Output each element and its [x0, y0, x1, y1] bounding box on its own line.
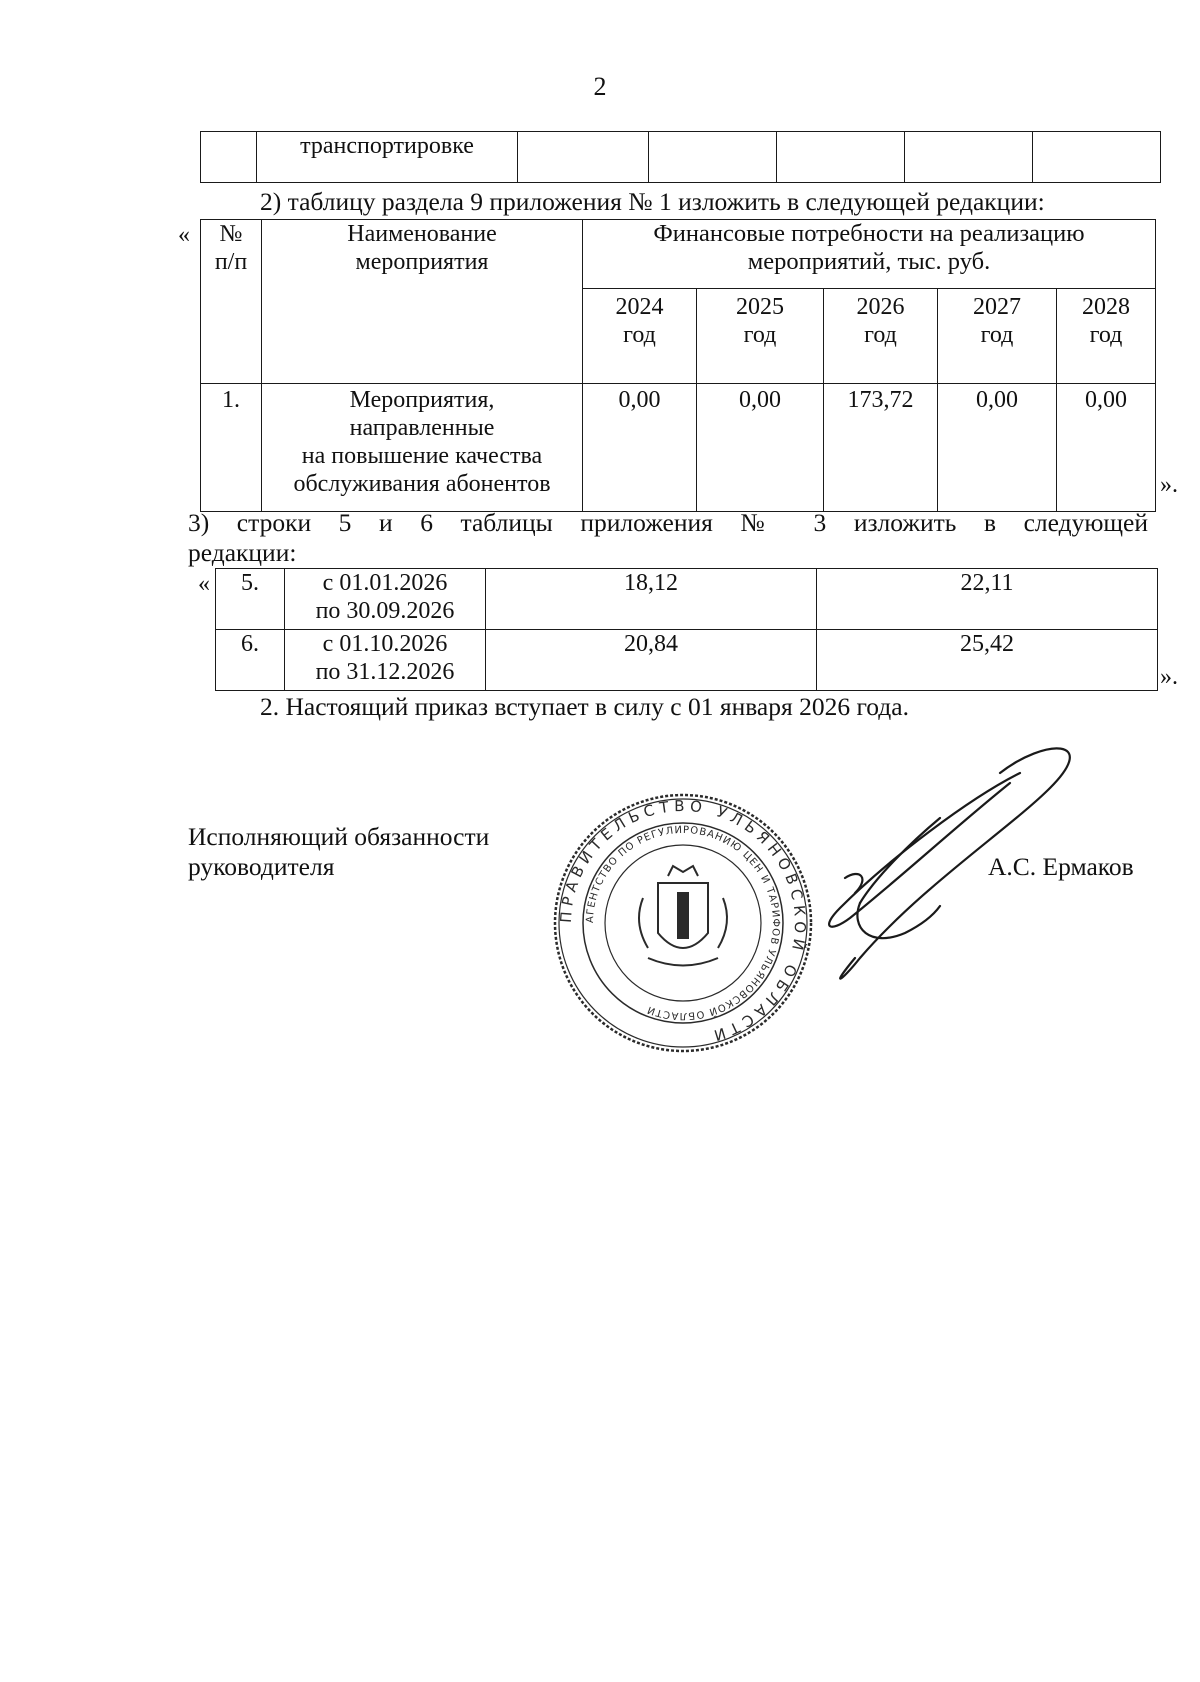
rows-table	[215, 568, 1158, 691]
value-cell: 22,11	[817, 569, 1158, 630]
year-word: год	[743, 322, 777, 348]
value-cell: 0,00	[1057, 384, 1156, 512]
header-number-cell	[201, 220, 262, 384]
row-name-cell	[262, 384, 583, 512]
opening-quote: «	[178, 222, 190, 248]
signer-title-line: руководителя	[188, 852, 335, 881]
header-number-line: №	[219, 221, 243, 247]
opening-quote: «	[198, 571, 210, 597]
header-name-cell	[262, 220, 583, 384]
value-cell: 0,00	[697, 384, 824, 512]
header-finance-cell	[583, 220, 1156, 289]
period-cell	[285, 630, 486, 691]
value-cell: 25,42	[817, 630, 1158, 691]
table-row	[216, 569, 1158, 630]
row-number-cell: 5.	[216, 569, 285, 630]
stamp-outer-text: ПРАВИТЕЛЬСТВО УЛЬЯНОВСКОЙ ОБЛАСТИ	[556, 796, 810, 1046]
paragraph-item-2: 2) таблицу раздела 9 приложения № 1 изложить в следующей редакции:	[260, 187, 1045, 216]
row-number-cell: 6.	[216, 630, 285, 691]
header-name-line: Наименование	[347, 221, 497, 247]
paragraph-effective-date: 2. Настоящий приказ вступает в силу с 01 января 2026 года.	[260, 692, 909, 721]
table-cell	[1033, 132, 1161, 183]
value-cell: 18,12	[486, 569, 817, 630]
year-label: 2024	[615, 294, 664, 320]
paragraph-item-3: 3) строки 5 и 6 таблицы приложения № 3 изложить в следующей	[188, 508, 1148, 537]
finance-table	[200, 219, 1156, 512]
value-cell: 0,00	[583, 384, 697, 512]
paragraph-item-3-continuation: редакции:	[188, 538, 297, 567]
signature	[800, 728, 1100, 1018]
official-stamp	[548, 788, 818, 1058]
signer-title	[188, 822, 489, 882]
signer-name: А.С. Ермаков	[988, 852, 1134, 881]
row-name-line: Мероприятия,	[349, 387, 495, 413]
value-cell: 0,00	[938, 384, 1057, 512]
table-cell	[777, 132, 905, 183]
year-word: год	[623, 322, 656, 348]
year-label: 2025	[736, 294, 784, 320]
row-name-line: на повышение качества	[301, 443, 543, 469]
table-cell: транспортировке	[257, 132, 518, 183]
row-name-line: направленные	[349, 415, 495, 441]
value-cell: 20,84	[486, 630, 817, 691]
page-number: 2	[593, 72, 607, 101]
table-row	[201, 384, 1156, 512]
continuation-table	[200, 131, 1161, 183]
year-label: 2026	[856, 294, 905, 320]
period-line: с 01.01.2026	[322, 570, 448, 596]
value-cell: 173,72	[824, 384, 938, 512]
year-cell	[583, 289, 697, 384]
header-finance-line: мероприятий, тыс. руб.	[747, 248, 991, 275]
table-header-row	[201, 220, 1156, 289]
table-cell	[905, 132, 1033, 183]
row-number-cell: 1.	[201, 384, 262, 512]
year-word: год	[864, 322, 897, 348]
stamp-inner-text: АГЕНТСТВО ПО РЕГУЛИРОВАНИЮ ЦЕН И ТАРИФОВ УЛЬЯНОВСКОЙ ОБЛАСТИ	[584, 824, 782, 1022]
year-cell	[938, 289, 1057, 384]
year-word: год	[1089, 322, 1123, 348]
header-finance-line: Финансовые потребности на реализацию	[653, 220, 1085, 247]
coat-of-arms-icon	[639, 866, 727, 966]
header-name-line: мероприятия	[355, 249, 489, 275]
closing-quote: ».	[1160, 472, 1178, 498]
row-name-line: обслуживания абонентов	[293, 471, 551, 497]
table-cell	[649, 132, 777, 183]
table-row	[201, 132, 1161, 183]
year-word: год	[980, 322, 1014, 348]
year-cell	[824, 289, 938, 384]
period-cell	[285, 569, 486, 630]
table-cell	[201, 132, 257, 183]
year-cell	[697, 289, 824, 384]
period-line: с 01.10.2026	[322, 631, 448, 657]
period-line: по 31.12.2026	[315, 659, 455, 685]
table-row	[216, 630, 1158, 691]
year-label: 2027	[973, 294, 1021, 320]
year-cell	[1057, 289, 1156, 384]
closing-quote: ».	[1160, 664, 1178, 690]
period-line: по 30.09.2026	[315, 598, 455, 624]
signer-title-line: Исполняющий обязанности	[188, 822, 490, 851]
table-cell	[518, 132, 649, 183]
year-label: 2028	[1082, 294, 1130, 320]
header-number-line: п/п	[214, 249, 248, 275]
